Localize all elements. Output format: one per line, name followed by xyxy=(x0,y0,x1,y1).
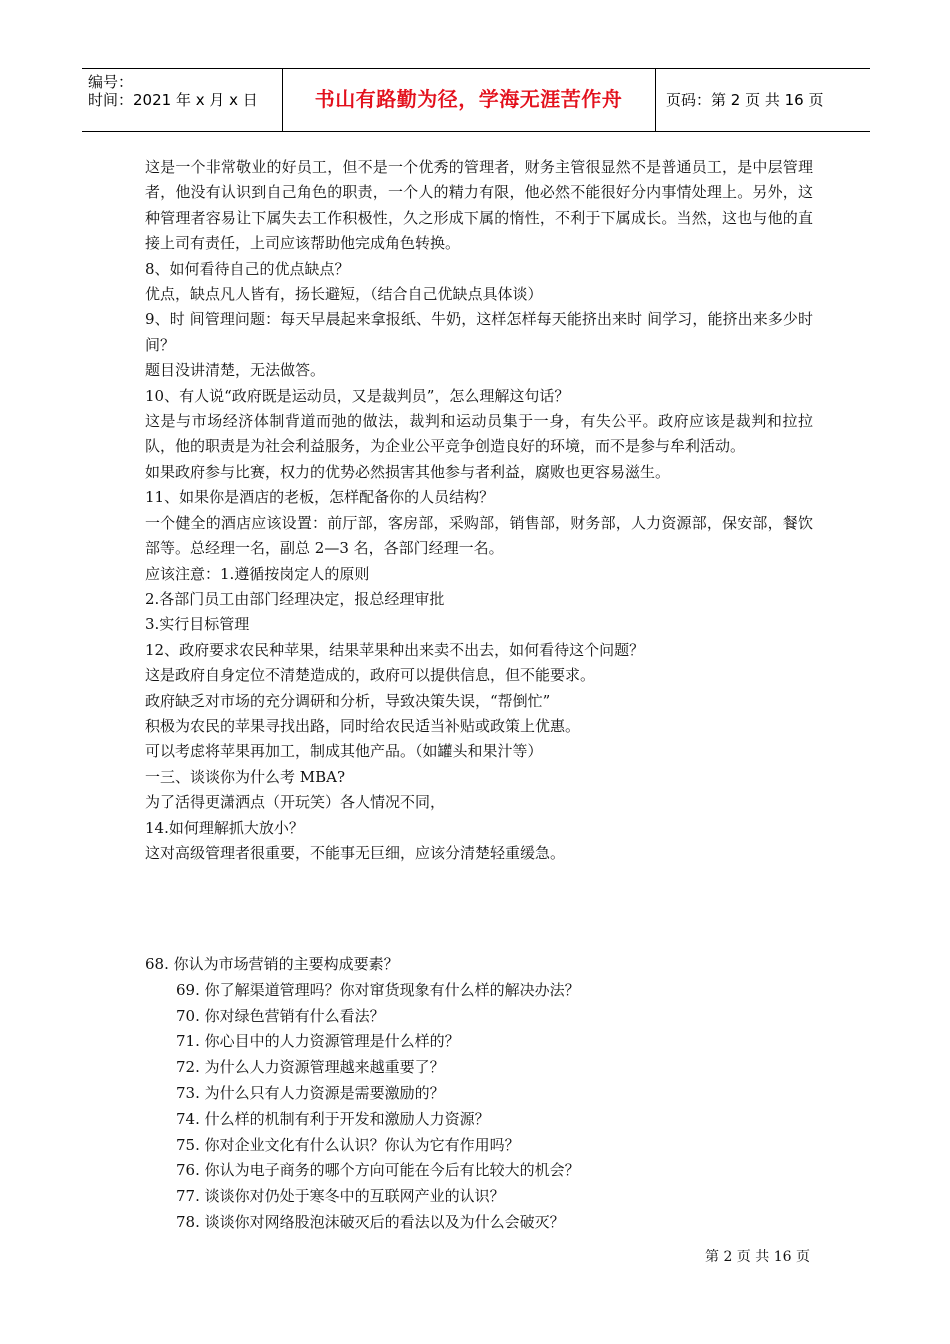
list-item: 74. 什么样的机制有利于开发和激励人力资源？ xyxy=(176,1109,490,1128)
paragraph: 这对高级管理者很重要，不能事无巨细，应该分清楚轻重缓急。 xyxy=(145,843,566,862)
question-heading: 8、如何看待自己的优点缺点？ xyxy=(145,259,350,278)
question-heading: 14.如何理解抓大放小？ xyxy=(145,818,304,837)
paragraph: 可以考虑将苹果再加工，制成其他产品。（如罐头和果汁等） xyxy=(145,742,543,761)
list-item: 76. 你认为电子商务的哪个方向可能在今后有比较大的机会？ xyxy=(176,1161,580,1180)
list-item: 68. 你认为市场营销的主要构成要素？ xyxy=(145,955,399,973)
document-number-label: 编号： xyxy=(88,73,134,91)
paragraph: 为了活得更潇洒点（开玩笑）各人情况不同， xyxy=(145,793,446,812)
paragraph: 如果政府参与比赛，权力的优势必然损害其他参与者利益，腐败也更容易滋生。 xyxy=(145,462,671,481)
paragraph: 积极为农民的苹果寻找出路，同时给农民适当补贴或政策上优惠。 xyxy=(145,716,581,735)
header-page-number: 页码：第 2 页 共 16 页 xyxy=(666,91,824,109)
question-heading: 10、有人说“政府既是运动员，又是裁判员”，怎么理解这句话？ xyxy=(145,386,570,405)
list-item: 77. 谈谈你对仍处于寒冬中的互联网产业的认识？ xyxy=(176,1187,505,1206)
paragraph: 应该注意：1.遵循按岗定人的原则 xyxy=(145,564,370,583)
list-item: 72. 为什么人力资源管理越来越重要了？ xyxy=(176,1058,445,1077)
paragraph: 优点，缺点凡人皆有，扬长避短，（结合自己优缺点具体谈） xyxy=(145,285,543,304)
paragraph: 3.实行目标管理 xyxy=(145,615,250,634)
paragraph: 这是政府自身定位不清楚造成的，政府可以提供信息，但不能要求。 xyxy=(145,666,596,685)
document-date-label: 时间：2021 年 x 月 x 日 xyxy=(88,91,258,109)
list-item: 70. 你对绿色营销有什么看法？ xyxy=(176,1006,385,1025)
paragraph: 这是与市场经济体制背道而弛的做法，裁判和运动员集于一身，有失公平。政府应该是裁判和拉拉队，他的职责是为社会利益服务，为企业公平竞争创造良好的环境，而不是参与牟利活动。 xyxy=(145,412,813,456)
paragraph: 一个健全的酒店应该设置：前厅部，客房部，采购部，销售部，财务部，人力资源部，保安部，餐饮部等。总经理一名，副总 2—3 名，各部门经理一名。 xyxy=(145,513,813,558)
page-header xyxy=(82,68,870,132)
header-motto: 书山有路勤为径，学海无涯苦作舟 xyxy=(314,87,623,111)
list-item: 78. 谈谈你对网络股泡沫破灭后的看法以及为什么会破灭？ xyxy=(176,1212,565,1231)
header-divider xyxy=(655,69,656,131)
question-heading: 12、政府要求农民种苹果，结果苹果种出来卖不出去，如何看待这个问题？ xyxy=(145,640,645,659)
paragraph: 政府缺乏对市场的充分调研和分析，导致决策失误，“帮倒忙” xyxy=(145,691,551,710)
paragraph: 这是一个非常敬业的好员工，但不是一个优秀的管理者，财务主管很显然不是普通员工，是中层管理者，他没有认识到自己角色的职责，一个人的精力有限，他必然不能很好分内事情处理上。另外，这种管理者容易让下属失去工作积极性，久之形成下属的惰性，不利于下属成长。当然，这也与他的直接上司有责任，上司应该帮助他完成角色转换。 xyxy=(145,158,813,253)
question-list xyxy=(145,952,825,1236)
question-heading: 11、如果你是酒店的老板，怎样配备你的人员结构？ xyxy=(145,488,495,507)
question-heading: 9、时 间管理问题：每天早晨起来拿报纸、牛奶，这样怎样每天能挤出来时 间学习，能挤出来多少时 间？ xyxy=(145,310,813,354)
list-item: 75. 你对企业文化有什么认识？你认为它有作用吗？ xyxy=(176,1135,520,1154)
list-item: 73. 为什么只有人力资源是需要激励的？ xyxy=(176,1083,445,1102)
document-body xyxy=(145,155,813,866)
list-item: 69. 你了解渠道管理吗？你对窜货现象有什么样的解决办法？ xyxy=(176,980,580,999)
paragraph: 题目没讲清楚，无法做答。 xyxy=(145,361,326,380)
paragraph: 2.各部门员工由部门经理决定，报总经理审批 xyxy=(145,589,445,608)
question-heading: 一三、谈谈你为什么考 MBA? xyxy=(145,767,346,786)
list-item: 71. 你心目中的人力资源管理是什么样的？ xyxy=(176,1032,460,1051)
footer-page-number: 第 2 页 共 16 页 xyxy=(705,1249,810,1265)
